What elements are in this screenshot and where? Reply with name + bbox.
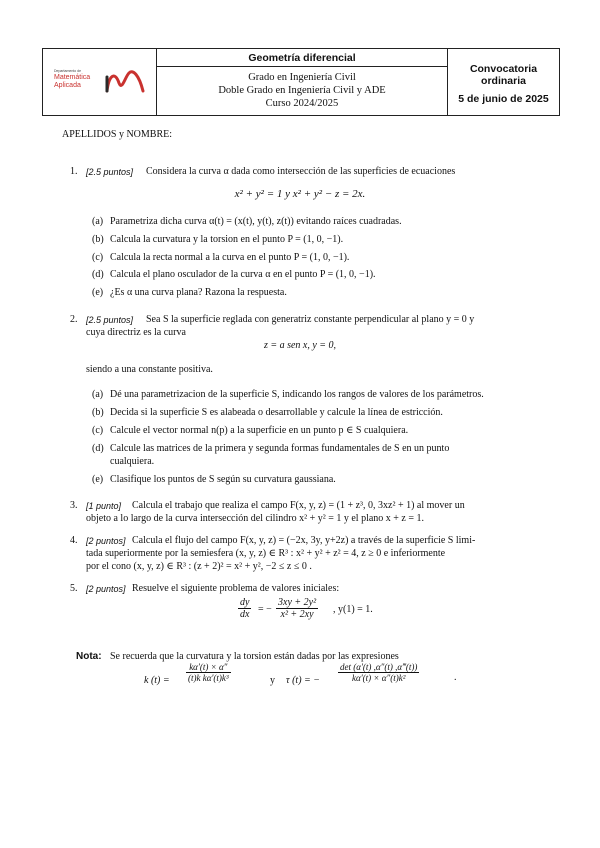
q3-points: [1 punto] — [86, 501, 122, 511]
q5-derivative-numerator: dy — [240, 597, 250, 608]
q5-rhs-denominator: x² + 2xy — [280, 609, 314, 620]
q2-item-c: Calcule el vector normal n(p) a la superficie en un punto p ∈ S cualquiera. — [110, 425, 409, 436]
q1-item-d: Calcula el plano osculador de la curva α en el punto P = (1, 0, −1). — [110, 269, 376, 280]
q5-initial-condition: , y(1) = 1. — [333, 604, 373, 615]
curvature-lhs: k (t) = — [144, 675, 170, 686]
q3-line-1: Calcula el trabajo que realiza el campo F(x, y, z) = (1 + z³, 0, 3xz² + 1) al mover un — [132, 500, 465, 511]
q1-item-c: Calcula la recta normal a la curva en el punto P = (1, 0, −1). — [110, 252, 350, 263]
note-connector: y — [270, 675, 275, 686]
exam-date: 5 de junio de 2025 — [458, 93, 549, 105]
q1-item-c-key: (c) — [92, 252, 104, 263]
q1-statement: Considera la curva α dada como intersección de las superficies de ecuaciones — [146, 166, 456, 177]
q4-line-2: tada superiormente por la semiesfera (x, y, z) ∈ R³ : x² + y² + z² = 4, z ≥ 0 e inferiormente — [86, 548, 446, 559]
q2-item-e: Clasifique los puntos de S según su curvatura gaussiana. — [110, 474, 336, 485]
q2-item-b-key: (b) — [92, 407, 104, 418]
q4-points: [2 puntos] — [86, 536, 126, 546]
q1-item-d-key: (d) — [92, 269, 104, 280]
q5-derivative — [238, 597, 251, 620]
q5-points: [2 puntos] — [86, 584, 126, 594]
q2-item-b: Decida si la superficie S es alabeada o desarrollable y calcule la línea de estricción. — [110, 407, 443, 418]
q4-line-3: por el cono (x, y, z) ∈ R³ : (z + 2)² = x² + y², −2 ≤ z ≤ 0 . — [86, 561, 312, 572]
q2-item-d-key: (d) — [92, 443, 104, 454]
q4-number: 4. — [70, 535, 78, 546]
logo-line-1: Matemática — [54, 74, 91, 81]
logo-dept-text: Departamento de — [54, 69, 82, 73]
department-logo — [43, 49, 157, 115]
q5-rhs-fraction — [276, 597, 318, 620]
header-exam-call — [448, 49, 559, 115]
q2-number: 2. — [70, 314, 78, 325]
exam-header — [42, 48, 560, 116]
q1-item-a: Parametriza dicha curva α(t) = (x(t), y(t), z(t)) evitando raíces cuadradas. — [110, 216, 402, 227]
q2-item-a: Dé una parametrizacion de la superficie S, indicando los rangos de valores de los parámetros. — [110, 389, 484, 400]
degree-line-1: Grado en Ingeniería Civil — [248, 72, 356, 83]
curvature-numerator: kα′(t) × α″ — [186, 662, 231, 673]
curvature-fraction — [186, 662, 231, 683]
torsion-numerator: det (α′(t) ,α″(t) ,α‴(t)) — [340, 662, 418, 672]
q2-item-d: Calcule las matrices de la primera y segunda formas fundamentales de S en un punto — [110, 443, 450, 454]
torsion-fraction — [338, 662, 419, 683]
note-end-period: . — [454, 672, 457, 683]
q1-item-e: ¿Es α una curva plana? Razona la respuesta. — [110, 287, 287, 298]
q2-item-a-key: (a) — [92, 389, 104, 400]
q5-equals: = − — [258, 604, 272, 615]
note-label: Nota: — [76, 651, 102, 662]
q5-rhs-numerator: 3xy + 2y² — [278, 597, 317, 608]
q2-directrix-equation: z = a sen x, y = 0, — [263, 340, 337, 351]
course-title: Geometría diferencial — [157, 52, 447, 67]
q2-item-e-key: (e) — [92, 474, 104, 485]
q5-number: 5. — [70, 583, 78, 594]
exam-call: Convocatoria ordinaria — [469, 63, 538, 87]
q5-statement: Resuelve el siguiente problema de valores iniciales: — [132, 583, 340, 594]
q1-item-a-key: (a) — [92, 216, 104, 227]
q2-points: [2.5 puntos] — [86, 315, 134, 325]
q1-item-b-key: (b) — [92, 234, 104, 245]
q2-item-c-key: (c) — [92, 425, 104, 436]
q2-item-d-cont: cualquiera. — [110, 456, 155, 467]
q2-line-2: cuya directriz es la curva — [86, 327, 186, 338]
note-text: Se recuerda que la curvatura y la torsion están dadas por las expresiones — [110, 651, 399, 662]
q1-item-b: Calcula la curvatura y la torsion en el punto P = (1, 0, −1). — [110, 234, 344, 245]
q3-line-2: objeto a lo largo de la curva intersección del cilindro x² + y² = 1 y el plano x + z = 1. — [86, 513, 424, 524]
q3-number: 3. — [70, 500, 78, 511]
academic-year: Curso 2024/2025 — [265, 98, 339, 109]
q2-constant-note: siendo a una constante positiva. — [86, 364, 213, 375]
logo-mark-icon — [105, 69, 145, 93]
q1-equation: x² + y² = 1 y x² + y² − z = 2x. — [234, 188, 366, 200]
q1-points: [2.5 puntos] — [86, 167, 134, 177]
degree-line-2: Doble Grado en Ingeniería Civil y ADE — [218, 85, 386, 96]
q2-line-1: Sea S la superficie reglada con generatriz constante perpendicular al plano y = 0 y — [146, 314, 475, 325]
header-course-info — [157, 49, 448, 115]
q1-number: 1. — [70, 166, 78, 177]
torsion-lhs: τ (t) = − — [286, 675, 321, 686]
q5-derivative-denominator: dx — [240, 609, 250, 620]
name-field-label: APELLIDOS y NOMBRE: — [62, 129, 173, 140]
torsion-denominator: kα′(t) × α″(t)k² — [351, 673, 406, 683]
q1-item-e-key: (e) — [92, 287, 104, 298]
q4-line-1: Calcula el flujo del campo F(x, y, z) = (−2x, 3y, y+2z) a través de la superficie S limi- — [132, 535, 476, 546]
curvature-denominator: (t)k kα′(t)k³ — [188, 673, 229, 683]
logo-line-2: Aplicada — [54, 82, 81, 89]
